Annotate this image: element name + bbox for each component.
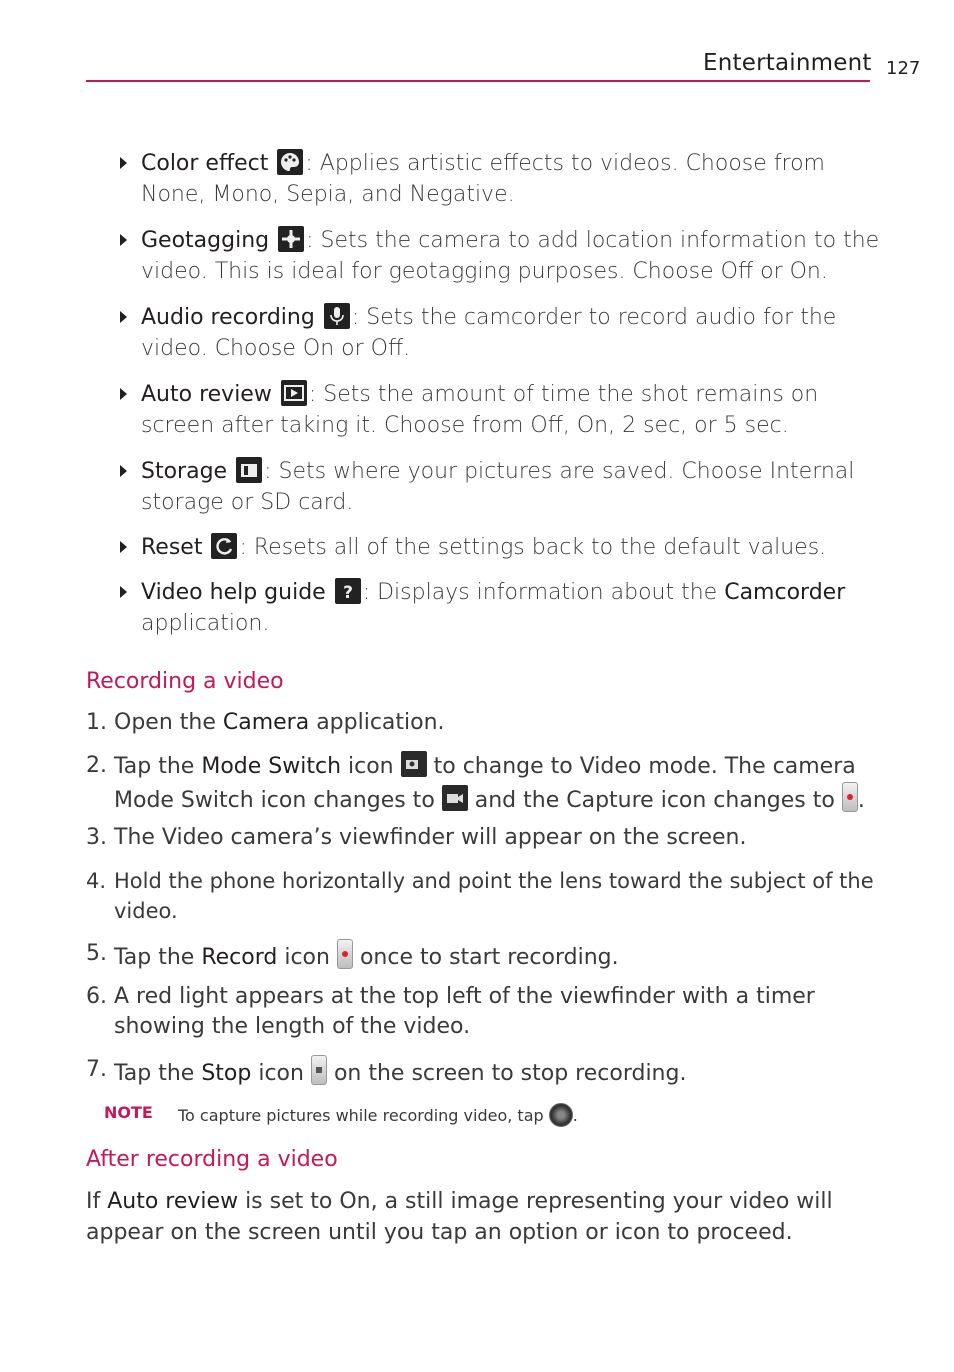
bullet-arrow-icon	[120, 586, 127, 598]
stop-icon	[311, 1055, 327, 1085]
capture-icon	[549, 1103, 573, 1127]
bullet-arrow-icon	[120, 388, 127, 400]
bullet-arrow-icon	[120, 157, 127, 169]
heading-recording-a-video: Recording a video	[86, 669, 284, 694]
step-3: 3. The Video camera’s viewfinder will appear on the screen.	[86, 825, 747, 850]
bullet-auto-review	[120, 379, 880, 441]
desc-video-help-guide-a: : Displays information about the	[362, 580, 725, 605]
page-number: 127	[886, 58, 921, 79]
desc-video-help-guide-b: application.	[141, 611, 270, 636]
heading-after-recording: After recording a video	[86, 1147, 338, 1172]
bullet-storage	[120, 456, 880, 518]
note-text: To capture pictures while recording video, tap .	[178, 1103, 578, 1127]
bullet-arrow-icon	[120, 234, 127, 246]
after-recording-paragraph: If Auto review is set to On, a still image representing your video will appear on the screen until you tap an option or icon to proceed.	[86, 1189, 833, 1245]
record-icon	[842, 782, 858, 812]
term-camcorder: Camcorder	[724, 580, 846, 605]
desc-color-effect: : Applies artistic effects to videos. Choose from None, Mono, Sepia, and Negative.	[141, 151, 825, 207]
desc-auto-review: : Sets the amount of time the shot remains on screen after taking it. Choose from Off, On, 2 sec, or 5 sec.	[141, 382, 819, 438]
step-7: 7. Tap the Stop icon on the screen to stop recording.	[86, 1057, 687, 1086]
play-review-icon	[281, 380, 307, 406]
desc-geotagging: : Sets the camera to add location information to the video. This is ideal for geotagging purposes. Choose Off or On.	[141, 228, 880, 284]
bullet-reset	[120, 532, 880, 563]
desc-storage: : Sets where your pictures are saved. Choose Internal storage or SD card.	[141, 459, 855, 515]
mode-switch-camera-icon	[401, 751, 427, 777]
microphone-icon	[324, 303, 350, 329]
term-auto-review: Auto review	[141, 382, 272, 407]
running-header-title: Entertainment	[703, 50, 872, 76]
location-icon	[278, 226, 304, 252]
record-icon	[337, 939, 353, 969]
desc-reset: : Resets all of the settings back to the default values.	[239, 535, 827, 560]
help-icon	[335, 578, 361, 604]
bullet-video-help-guide	[120, 577, 880, 639]
reset-icon	[211, 533, 237, 559]
mode-switch-video-icon	[442, 785, 468, 811]
svg-text:?: ?	[342, 583, 353, 603]
bullet-arrow-icon	[120, 465, 127, 477]
term-geotagging: Geotagging	[141, 228, 270, 253]
step-2: 2. Tap the Mode Switch icon to change to Video mode. The camera Mode Switch icon changes to and the Capture icon changes to .	[86, 753, 865, 813]
term-audio-recording: Audio recording	[141, 305, 315, 330]
bullet-audio-recording	[120, 302, 880, 364]
step-5: 5. Tap the Record icon once to start recording.	[86, 941, 619, 970]
bullet-arrow-icon	[120, 541, 127, 553]
bullet-geotagging	[120, 225, 880, 287]
step-1: 1. Open the Camera application.	[86, 710, 445, 735]
palette-icon	[277, 149, 303, 175]
note-label: NOTE	[104, 1103, 153, 1122]
header-rule	[86, 80, 870, 82]
term-video-help-guide: Video help guide	[141, 580, 326, 605]
step-4: 4. Hold the phone horizontally and point the lens toward the subject of the video.	[86, 869, 874, 923]
step-6: 6. A red light appears at the top left of the viewfinder with a timer showing the length of the video.	[86, 984, 815, 1039]
term-reset: Reset	[141, 535, 203, 560]
storage-icon	[236, 457, 262, 483]
bullet-color-effect	[120, 148, 880, 210]
term-storage: Storage	[141, 459, 228, 484]
desc-audio-recording: : Sets the camcorder to record audio for the video. Choose On or Off.	[141, 305, 837, 361]
term-color-effect: Color effect	[141, 151, 269, 176]
bullet-arrow-icon	[120, 311, 127, 323]
